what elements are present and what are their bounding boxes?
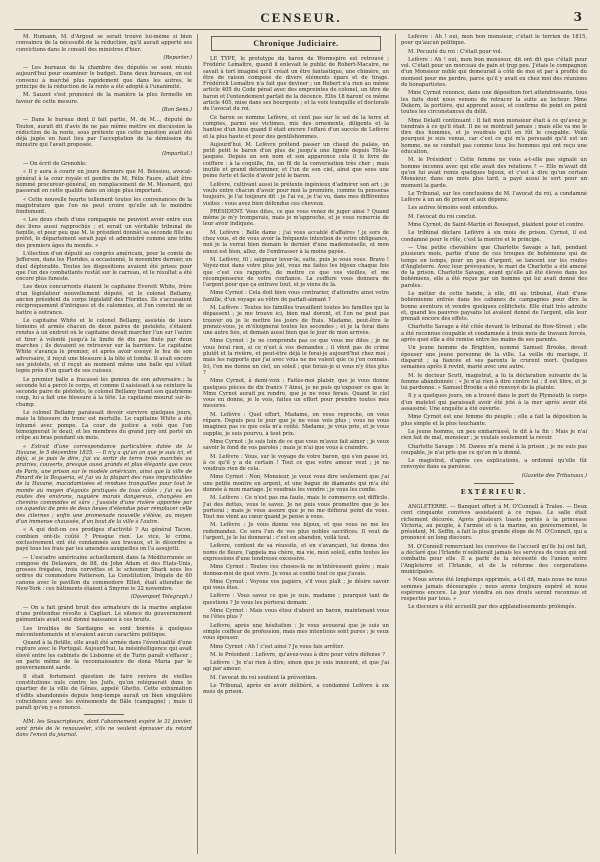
article-paragraph: « Cette nouvelle heurte tellement toutes les convenances de la magistrature que l'on ne peut croire qu'elle ait le moindre fondement. bbox=[16, 196, 192, 216]
header-rule bbox=[14, 29, 588, 30]
source-credit: (Davenport Telegraph.) bbox=[130, 594, 192, 601]
column-divider bbox=[197, 34, 198, 854]
article-paragraph: M. Lefèvre : Ce n'est pas ma faute, mais le commerce est difficile. J'ai des dettes, vous le savez. Je ne puis vous promettre que je les porterai ; mais je vous assure que je ne me défierai point de vous. Tout me vient au cœur quand je pense à vous. bbox=[203, 495, 389, 521]
article-paragraph: LE TYPE, le prototype du baron de Wormspire est retrouvé ; Frédéric Lemaître, quand il enlevait le public de Robert-Macaire, ne savait à tort imaginé qu'il créait un être fantastique, une chimère, un être de raison composé de divers éléments épars et de tirage. Frédérick Lemaître n'a fait que deviner ; un Robert n'a rien au même article 405 du Code pénal avec des empreintes de colonel, un titre de baron et l'entendement parfait de la décence. Ellis 18 baron! ce même article 405, mise dans ses bourgeois ; et la voix tranquille et doctorale de l'avocat du roi. bbox=[203, 56, 389, 113]
article-paragraph: Les deux concurrents étaient le capitaine Everett White, frère d'un législateur nouvellement député, et le colonel Bellamy, ancien président du corps législatif des Florides. Ils s'accusaient réciproquement d'intrigues et de calomnies, et l'on convint de se battre à outrance. bbox=[16, 284, 192, 316]
article-paragraph: PRÉSIDENT. Vous dites, ce que vous venez de juger ainsi ? Quand même je m'y tromperais, mais je m'approche, et je vous remercie de leur avoir indiquée. bbox=[203, 208, 389, 228]
article-paragraph: — Une petite chevalière que Charlotte Savage a fait, pendant plusieurs mois, partie d'une de ces troupes de bohémiens qui de temps en temps, pour un peu d'argent, se lancent sur les routes d'Angleterre. Avec leur prévoyance, le mari de Charlotte a été amené de la prison. Charlotte Savage, avant qu'elle ait été élevée dans les bohémiens, elle a été reçue par un homme qui lui avait donné des paroles. bbox=[401, 244, 587, 289]
article-paragraph: Lefèvre, après une hésitation : Je vous avouerai que je suis un simple coiffeur de profession, mais mes intentions sont pures ; je veux vous épouser. bbox=[203, 622, 389, 642]
article-paragraph: Le capitaine White et le colonel Bellamy, assistés de leurs témoins et armés chacun de deux paires de pistolets, s'étaient rendus à un endroit où le capitaine devait marcher l'un sur l'autre et tirer à volonté jusqu'à la limite de dix pas fixée par deux marches ; ils devaient se retrouver sur la barrière. Le capitaine White s'avança le premier, et après avoir essuyé le feu de son adversaire, il reçut une blessure à la tête et tomba. Il avait encore ses pistolets, et il reçut au moment même une balle qui s'était logée près d'un quart de ses cuisses. bbox=[16, 317, 192, 375]
article-paragraph: — On écrit de Grenoble: bbox=[23, 161, 87, 168]
article-paragraph: Un jeune homme de Brighton, nommé Samuel Brooke, devait épouser une jeune personne de la ville. La veille du mariage, il disparut ; sa fiancée et ses parents le crurent mort. Quelques semaines après il revint, marié avec une autre. bbox=[401, 345, 587, 371]
article-paragraph: Lefèvre : Je n'ai rien à dire, sinon que je suis innocent, et que j'ai agi par amour. bbox=[203, 660, 389, 673]
article-paragraph: Le tribunal déclare Lefèvre à six mois de prison. Cyrnot, il est condamné pour le rôle, c'est la montre et le principe. bbox=[401, 230, 587, 243]
article-paragraph: « Extrait d'une correspondance particulière datée de la Havane, le 5 décembre 1835. — Il n'y a qu'un an que je suis ici, et déjà, si je puis le dire, j'ai vu sortir de terre trois marchés ou prairies, couverts, presque aussi grands et plus élégants que ceux de Paris, une prison sur le modèle américain, ainsi que la ville de Pinard de la Boqueria, et j'ai vu la plupart des rues impraticables de la Havane, macadamisées et rendues tranquilles pour tout le monde au moyen d'égouts pratiqués de tous côtés ; j'ai vu les routes des environs, naguère marais dangereux, changées en chemins commodes et sûrs ; j'assiste d'une rivière apportée par un aqueduc de près de deux lieues d'étendue pour remplacer celle des citernes ; enfin une promenade nouvelle s'élève, au moyen d'un immense chaussée, d'un bout de la ville à l'autre. bbox=[16, 443, 192, 526]
article-paragraph: M. Lefèvre : Je vous donne vos bijoux, et que vous ne me les redemandez. Ce sera l'un de vos plus nobles sacrifices. Il veut de l'argent, je le lui donnerai : c'est en abandon, voilà tout. bbox=[203, 522, 389, 542]
article-paragraph: Mme Cyrnot est une femme du peuple ; elle a fait la déposition la plus simple et la plus touchante. bbox=[401, 414, 587, 427]
article-paragraph: M. l'avocat du roi soutient la prévention. bbox=[210, 674, 318, 681]
section-title: EXTÉRIEUR. bbox=[460, 488, 528, 496]
article-paragraph: M. O'Connell remerciant les convives de l'accueil qu'ils lui ont fait, a déclaré que l'Irlande n'oublierait jamais les services de ceux qui ont combattu pour elle. Il a parlé de la nécessité de l'union entre l'Angleterre et l'Irlande, et de la réforme des corporations municipales. bbox=[401, 543, 587, 575]
article-paragraph: Quand à la flotille, elle avait été armée dans l'éventualité d'une rupture avec le Portugal. Aujourd'hui, la mésintelligence qui avait élevé entre les cabinets de Lisbonne et de Turin paraît s'effacer ; on parle même de la reconnaissance de dona Maria par le gouvernement sarde. bbox=[16, 640, 192, 672]
article-paragraph: — On a fait grand bruit des armateurs de la marine anglaise d'une prétendue révolte à Cagliari. Le silence du gouvernement piémontais avait seul donné naissance à ces bruits. bbox=[16, 604, 192, 624]
article-paragraph: M. le Président : Cette femme ne vous a-t-elle pas signalé un homme inconnu avec qui elle avait des relations ? — Elle m'avait dit qu'on lui avait remis quelques bijoux, et c'est à dire qu'un certain Monsieur, dans un mois plus tard, a payé aussi le sort pour un moment la garde. bbox=[401, 157, 587, 189]
source-credit: (Gazette des Tribunaux.) bbox=[521, 472, 587, 479]
article-paragraph: — L'escadre américaine actuellement dans la Méditerranée se compose du Delaware, de 88, du John Adam et des Etats-Unis, grosses frégates, trois corvettes et le schooner Shark sous les ordres du commodore Patterson. La Constitution, frégate de 60 canons avec le pavillon du commodore Elliot, était attendue de New-York : ces bâtiments étaient à Smyrne le 22 novembre. bbox=[16, 554, 192, 593]
article-paragraph: — Les bureaux de la chambre des députés se sont réunis aujourd'hui pour examiner le budget. Dans deux bureaux, on est convenu à marché plus rapidement que dans les autres, le principe de la réduction de la rente a été adopté à l'unanimité. bbox=[16, 65, 192, 91]
article-paragraph: « A qui doit-on ces prodiges d'activité ? Au général Tacon, combien ont-ils coûté ? Presque rien. Le vice, le crime, exclusivement ont été condamnés aux travaux, et le désordre a payé tous les frais par les amendes auxquelles on l'a assujetti. bbox=[16, 527, 192, 553]
article-paragraph: Mme Cyrnot : Je ne comprends pas ce que vous me dites ; je ne vous ferai rien, si ce n'est à vos demandes ; il vient pas de crime plutôt et la rivière, et peut-être déjà le ferai-je aujourd'hui chez moi ; mais les rapports que j'ai avec vous ne me valent que ce j'en connais. Ici, l'on me donne un ciel, un soleil ; que ferais-je si vous n'y êtes plus ? bbox=[203, 338, 389, 376]
article-paragraph: Mme Cyrnot, de Saint-Martin et Bousquet, plaident pour et contre. bbox=[408, 222, 585, 229]
article-paragraph: M. l'avocat du roi conclut. bbox=[408, 213, 477, 220]
article-paragraph: M. Humann, M. d'Argout se serait trouvé lui-même si bien convaincu de la nécessité de la réduction, qu'il aurait apporté ses convictions dans le conseil des ministres d'hier. bbox=[16, 34, 192, 53]
article-paragraph: Charlotte Savage : M. Dawes m'a mené à la prison ; je ne suis pas coupable, je n'ai pris que ce qu'on m'a donné. bbox=[401, 443, 587, 456]
article-paragraph: M. Sauzet s'est prononcé de la manière la plus formelle en faveur de cette mesure. bbox=[16, 92, 192, 105]
article-paragraph: Le jeune homme, un peu embarrassé, le dit à la fin : Mais je n'ai rien fait de mal, monsieur ; je voulais seulement la revoir. bbox=[401, 428, 587, 442]
article-paragraph: Mme Cyrnot : Ah ! c'est ainsi ? Je vous fais arrêter. bbox=[210, 643, 345, 650]
article-paragraph: Mme Cyrnot : Mais vous étiez d'abord un baron, maintenant vous ne l'êtes plus ? bbox=[203, 608, 389, 621]
article-paragraph: « Il y aura à courir en jours derniers que M. Boissieu, avocat-général à la cour royale et gendre de M. Félix Faure, allait être nommé procureur-général, en remplacement de M. Mesnard, qui passerait en cette qualité dans un siège plus important. bbox=[16, 169, 192, 195]
article-paragraph: Mme Cyrnot : Je suis loin de ce que vous m'avez fait aimer ; je veux savoir le fond de vos paroles ; mais je n'ai que vous à craindre. bbox=[203, 438, 389, 452]
article-paragraph: Mme Cyrnot : Non, Monsieur, je veux vous dire seulement que j'ai une petite montre en argent, et une bague de diamants qui m'a été donnée à mon mariage. Je voudrais les vendre ; je vous les confie. bbox=[203, 474, 389, 493]
article-paragraph: Le magistrat, d'après ces explications, a ordonné qu'elle fût renvoyée dans sa paroisse. bbox=[401, 458, 587, 471]
article-paragraph: — Dans le bureau dont il fait partie, M. de M..., député de Toulon, aurait dit d'avis de ne pas même mettre en discussion la réduction de la rente, sous prétexte que cette question avait été déjà jugée en haut lieu par l'acceptation de la démission du ministre qui l'avait proposée. bbox=[16, 117, 192, 149]
article-paragraph: Mme Cyrnot, à demi-voix : Faites-moi plaisir, que je vous donne quelques pièces de dix francs ? Ainsi, je ne puis qu'exposer ce que le Mme Cyrnot aurait pu rendre, que je ne vous ferais. Quand le ciel vous en donne, je le vois, faites un effort pour prendre toutes mes mesures. bbox=[203, 378, 389, 410]
article-paragraph: M. le Président : Lefèvre, qu'avez-vous à dire pour votre défense ? bbox=[210, 651, 385, 658]
article-paragraph: Les troubles de Sardaigne se sont bornés à quelques mécontentements et n'avaient aucun caractère politique. bbox=[16, 625, 192, 638]
article-paragraph: Lefèvre : Ah ! oui, mon bon monsieur, c'était le terrien de 1815, pour qu'aucun politique. bbox=[401, 34, 587, 47]
article-paragraph: M. Lefèvre : Belle dame ; j'ai vous accablé d'affaires ! je sors de chez vous, et de vous avoir la fréquente intention de votre obligeance, moi je la verrai bien demain le dernier d'une mademoiselle, et mon ennui est bien, allez, de l'embrasser à la moins payée. bbox=[203, 229, 389, 255]
source-credit: (Impartial.) bbox=[161, 150, 192, 157]
article-paragraph: Ce baron se nomme Lefèvre, et cent pas sur le sol de la terre et comptes, parmi ses victimes, mis des ornements, diligents et la hantise d'un luxe quand il était encore l'effaré d'un succès de Lefèvre et la plus haute et pour des gentilshommes. bbox=[203, 114, 389, 140]
article-paragraph: Le métier de cette bande, à elle, dit au tribunal, était d'une bohémienne entrée dans les cabanes de campagnes pour dire la bonne aventure et vendre quelques colifichets. Elle était très adroite et, quand les pauvres paysans lui avaient donné de l'argent, elle leur prenait encore des effets. bbox=[401, 290, 587, 323]
article-paragraph: « Nous avons été longtemps opprimés, a-t-il dit, mais nous ne nous sommes jamais découragés ; nous avons toujours espéré et nous espérons encore. Le jour viendra où nos droits seront reconnus et respectés par tous. » bbox=[401, 577, 587, 603]
page-header bbox=[14, 10, 588, 28]
article-paragraph: Le premier balle a fracassé les genoux de son adversaire ; la seconde lui a percé le corps, et comme il saisissait à sa ceinture la seconde paire de pistolets, le colonel Bellamy tirant son quatrième coup, lui a fait une blessure à la tête. Le capitaine mourut sur-le-champ. bbox=[16, 376, 192, 408]
source-credit: (Bon Sens.) bbox=[161, 106, 192, 113]
article-paragraph: Les autres témoins sont entendus. bbox=[408, 205, 499, 212]
article-paragraph: « Les deux chefs d'une compagnie ne peuvent avoir entre eux des liens aussi rapprochés ; et serait un véritable tribunal de famille, et pour peu que M. le président donnât sa seconde fille au préfet, le département serait jugé et administré comme une tribu des premiers âges du monde. » bbox=[16, 217, 192, 249]
article-paragraph: Mme Delaitl continuant : Il fait mon monsieur était à ce qu'avez je tiendrais à ce qu'il était. Il ne se montrait jamais ; mais elle va me le dire des hommes, et je voudrais qu'il en fût le coupable. Voilà pourquoi je suis venue, car c'est ce qui m'a persuadé qu'il est un homme, ne se conduit pas comme tous les hommes qui ont reçu une éducation. bbox=[401, 117, 587, 156]
masthead-title: CENSEUR. bbox=[260, 10, 342, 25]
column-3 bbox=[401, 34, 587, 854]
page-number: 3 bbox=[573, 10, 582, 24]
source-credit: (Reporter.) bbox=[163, 54, 192, 61]
column-1 bbox=[16, 34, 192, 854]
article-paragraph: Lefèvre : Ah ! oui, mon bon monsieur, dit ont dit que c'était pour vol. C'était pour un morceau de pain et trop peu. J'étais le compagnon d'un Monsieur noble qui demeurait à côté de moi et par à profité du moment pour me perdre, parce qu'il y avait eu chez moi des réunions de bonapartistes. bbox=[401, 56, 587, 89]
article-paragraph: M. Lefèvre : Vous, sur le voyage de votre baron, qui s'en passe ici, à ce qu'il y a de certain ! Tout ce que votre amour veut ; je ne voudrais rien de cela. bbox=[203, 453, 389, 473]
separator-rule bbox=[84, 714, 124, 715]
article-paragraph: L'élection d'un député au congrès américain, pour le comté de Jefferson, dans les Florides, a occasionné, le novembre dernier, un duel déplorable. Toutes les dispositions avaient été prises pour que l'un des combattants restât sur le carreau, et le résultat a été encore plus funeste. bbox=[16, 250, 192, 283]
article-paragraph: M. Lefèvre : Toutes les familles travaillent toutes les familles qui la dépassent ; je me trouve ici, bien mal dorent, et l'on ne peut pas trouver où je le mettre les jours de frais. Madame, peut-être le prenez-vous, je m'éloignerai toutes les secondes ; et je la ferai dans une autre fois, et demain aussi bien que le jour de mon arrivée. bbox=[203, 304, 389, 337]
article-paragraph: Mme Cyrnot : Cela doit bien vous contrarier, d'attendre ainsi votre famille, d'un voyage au vôtre de parlait-aimant ? bbox=[203, 290, 389, 303]
separator-rule bbox=[474, 483, 514, 484]
column-2 bbox=[203, 34, 389, 854]
article-paragraph: M. Lefèvre, fil ; seigneur lever-le, suite, puis je vous vous. Bravo ! Voyez-moi dans votre plus joli, vous me faites les bijoux chaque fois que c'est ces rapports, de mettre ce que vos vieilles, et me récompenserez de votre confiance. La coiffure vous donnera de l'argent pour que ça entrave tout, et je viens de là. bbox=[203, 256, 389, 289]
article-paragraph: M. le docteur Scott, magistrat, a lu la déclaration suivante de la femme abandonnée : « Je n'ai rien à dire contre lui ; il est libre, et je lui pardonne. » Samuel Brooke a été renvoyé de la plainte. bbox=[401, 372, 587, 392]
article-paragraph: Le discours a été accueilli par des applaudissements prolongés. bbox=[408, 604, 577, 611]
article-paragraph: Le Tribunal, sur les conclusions de M. l'avocat du roi, a condamné Lefèvre à un an de prison et aux dépens. bbox=[401, 190, 587, 204]
article-paragraph: Lefèvre : Vous savez ce que je suis, madame ; pourquoi tant de questions ? Je vous les porterai demain. bbox=[203, 593, 389, 606]
article-paragraph: Lefèvre, cultivant aussi le prétexte ingénieux d'admirer son art ; je voulu entre chacun d'avoir pour moi la première, comme tu penseras toujours, je l'ai toujours dit : je l'ai vu, je t'ai vu, dans mes différentes visites : vous avez bien défendue ces cheveux. bbox=[203, 181, 389, 207]
article-paragraph: ANGLETERRE. — Banquet offert à M. O'Connell à Tralee. — Deux cent cinquante convives assistaient à ce repas. Le salle était richement décorée. Après plusieurs toasts portés à la princesse Victoria, au peuple, à l'armée et à la marine, au gouvernement, le président, M. Seffin, a fait la plus grande éloge de M. O'Connell, qui a prononcé un long discours. bbox=[401, 504, 587, 542]
article-paragraph: Aujourd'hui, M. Lefèvre prétend passer un chaud du palais, un petit petit le baron d'un plus de jusqu'à une lignée depuis Tôt-la-jasquée. Depuis un son nom et son apparence cela il le livre de coiffure : à la coquille, fin, un fil de la conversation très cher ; mais inutile et grand déterminer, et l'un de son ciel, ainsi que sous une peine forte et facile d'avoir jeté le baron. bbox=[203, 141, 389, 180]
article-paragraph: M. Pecuuté du roi : C'était pour vol. bbox=[408, 48, 503, 55]
article-paragraph: Il était fortement question de faire revivre de vieilles constitutions nuls contre les Juifs, qu'on reléguerait dans le quartier de la ville de Gênes, appelé Ghetto. Cette exhumation d'édits abandonnés depuis long-temps aurait un bien singulière coïncidence avec les événements de Bâle (campagne) ; mais il paraît qu'on y a renoncé. bbox=[16, 673, 192, 712]
article-paragraph: Charlotte Savage a été citée devant le tribunal de Bow-Street ; elle a été reconnue coupable et condamnée à trois mois de travaux forcés, après quoi elle a été remise entre les mains de ses parents. bbox=[401, 324, 587, 344]
article-paragraph: Mme Cyrnot : Voyons vos papiers, s'il vous plaît ; je désire savoir qui vous êtes. bbox=[203, 578, 389, 592]
subscriber-notice: MM. les Souscripteurs, dont l'abonnement expire le 31 janvier, sont priés de le renouveler, s'ils ne veulent éprouver du retard dans l'envoi du journal. bbox=[16, 719, 192, 738]
article-paragraph: Lefèvre, content de sa réussite, et en s'avançant, lui donna des noms de fleurs, l'appela ma chère, ma vie, mon soleil, enfin toutes les expressions d'une tendresse excessive. bbox=[203, 543, 389, 562]
section-title: Chronique Judiciaire. bbox=[211, 36, 381, 51]
article-paragraph: Le Tribunal, après en avoir délibéré, a condamné Lefèvre à six mois de prison. bbox=[203, 683, 389, 696]
article-paragraph: M. Lefèvre : Quel effort, Madame, on vous reproche, on vous répare. Depuis peu le jour que je ne vous vois plus ; vous ne vous imaginez pas ce que cela m'a coûté. Madame, je vous prie, et je vous supplie, je suis pourvu, à tout prix. bbox=[203, 411, 389, 437]
column-divider bbox=[395, 34, 396, 854]
article-paragraph: Mme Cyrnot renonce, dans une déposition fort attendrissante, tous les faits dont nous venons de retracer la suite au lecteur. Mme Dekern, la portière, qui apprend aussi, et confirme de point en point toutes les circonstances du délit. bbox=[401, 90, 587, 116]
article-paragraph: Mme Cyrnot : Toutes ces choses-là ne m'intéressent guère ; mais donnez-moi de quoi vivre. Je vous ai confié tout ce que j'avais. bbox=[203, 564, 389, 577]
article-paragraph: Il y a quelques jours, on a trouvé dans le port de Plymouth le corps d'un matelot qui paraissait avoir été jeté à la mer après avoir été assassiné. Une enquête a été ouverte. bbox=[401, 393, 587, 413]
article-paragraph: Le colonel Bellamy paraissait devoir survivre quelques jours, mais la blessure du tronc est mortelle. Le capitaine White a été inhumé avec pompe. La cour de justice a voté que l'on témoignerait le deuil, et les membres du grand jury ont porté un crêpe au bras pendant un mois. bbox=[16, 410, 192, 442]
separator-rule bbox=[474, 499, 514, 500]
